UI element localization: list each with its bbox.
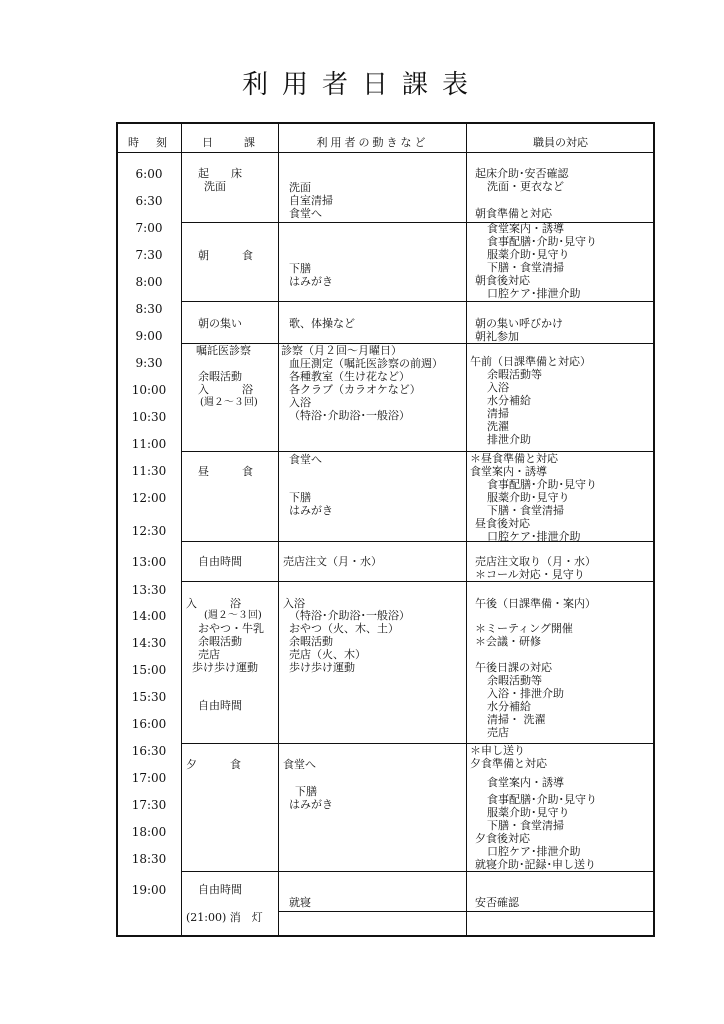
resident-item: 各クラブ（カラオケなど）: [289, 383, 421, 396]
staff-item: 洗濯: [487, 420, 509, 433]
staff-item: ＊昼食準備と対応: [470, 452, 558, 465]
header-time: 時 刻: [128, 136, 170, 149]
staff-item: 口腔ケア･排泄介助: [487, 845, 581, 858]
schedule-doctor: 嘱託医診察: [196, 344, 251, 357]
schedule-breakfast: 朝 食: [198, 249, 253, 262]
staff-item: 入浴・排泄介助: [487, 687, 564, 700]
staff-item: 清掃・ 洗濯: [487, 713, 546, 726]
staff-item: 売店注文取り（月・水）: [475, 555, 596, 568]
staff-item: 食堂案内・誘導: [487, 776, 564, 789]
time-label: 15:00: [131, 663, 167, 677]
resident-item: 歌、体操など: [289, 317, 355, 330]
row-divider: [182, 343, 654, 344]
schedule-shop: 売店: [198, 648, 220, 661]
header-staff: 職員の対応: [533, 136, 588, 149]
column-divider: [181, 123, 182, 936]
staff-item: 服薬介助･見守り: [487, 806, 570, 819]
row-divider: [182, 451, 654, 452]
schedule-lights-out: (21:00) 消 灯: [186, 911, 263, 924]
schedule-dinner: 夕 食: [186, 758, 241, 771]
schedule-snack: おやつ・牛乳: [198, 622, 264, 635]
header-schedule: 日 課: [202, 136, 258, 149]
staff-item: 午後日課の対応: [475, 661, 552, 674]
schedule-leisure: 余暇活動: [198, 635, 242, 648]
resident-item: はみがき: [289, 798, 333, 811]
staff-item: 清掃: [487, 407, 509, 420]
staff-item: 口腔ケア･排泄介助: [487, 287, 581, 300]
row-divider: [182, 222, 654, 223]
time-label: 11:30: [131, 464, 167, 478]
staff-item: 水分補給: [487, 700, 531, 713]
staff-item: 朝食後対応: [475, 274, 530, 287]
staff-item: 余暇活動等: [487, 674, 542, 687]
staff-item: 余暇活動等: [487, 368, 542, 381]
time-label: 17:30: [131, 798, 167, 812]
time-label: 7:00: [135, 221, 163, 235]
staff-item: 下膳・食堂清掃: [487, 504, 564, 517]
staff-item: 昼食後対応: [475, 517, 530, 530]
resident-item: 下膳: [289, 491, 311, 504]
schedule-free-time: 自由時間: [198, 555, 242, 568]
staff-item: 食事配膳･介助･見守り: [487, 478, 597, 491]
staff-item: 夕食準備と対応: [470, 757, 547, 770]
schedule-bath-frequency: (週２～３回): [200, 397, 258, 408]
time-label: 13:30: [131, 583, 167, 597]
staff-item: ＊申し送り: [470, 744, 525, 757]
time-label: 7:30: [135, 248, 163, 262]
staff-item: ＊コール対応・見守り: [475, 568, 585, 581]
time-label: 8:30: [135, 302, 163, 316]
resident-item: （特浴･介助浴･一般浴）: [289, 409, 410, 422]
time-label: 14:30: [131, 636, 167, 650]
resident-item: 食堂へ: [289, 207, 322, 220]
resident-item: はみがき: [289, 275, 333, 288]
row-divider: [182, 301, 654, 302]
staff-item: 起床介助･安否確認: [475, 167, 569, 180]
time-label: 9:30: [135, 356, 163, 370]
schedule-bath-frequency: (週２～３回): [204, 610, 262, 621]
schedule-free-time: 自由時間: [198, 883, 242, 896]
resident-item: はみがき: [289, 504, 333, 517]
staff-item: 午後（日課準備・案内）: [475, 597, 596, 610]
staff-item: 就寝介助･記録･申し送り: [475, 858, 596, 871]
schedule-walk: 歩け歩け運動: [192, 661, 258, 674]
row-divider: [182, 743, 654, 744]
staff-item: 水分補給: [487, 394, 531, 407]
header-resident: 利用者の動きなど: [316, 136, 429, 149]
row-divider: [182, 541, 654, 542]
time-label: 10:30: [131, 410, 167, 424]
resident-item: 下膳: [289, 262, 311, 275]
column-divider: [466, 123, 467, 936]
schedule-wake: 起 床: [198, 167, 242, 180]
staff-item: 売店: [487, 726, 509, 739]
resident-item: 診察（月２回～月曜日）: [281, 344, 402, 357]
resident-item: 下膳: [295, 785, 317, 798]
time-label: 10:00: [131, 383, 167, 397]
staff-item: ＊ミーティング開催: [475, 622, 573, 635]
resident-item: 各種教室（生け花など）: [289, 370, 410, 383]
time-label: 13:00: [131, 555, 167, 569]
resident-item: 入浴: [283, 597, 305, 610]
resident-item: 食堂へ: [289, 453, 322, 466]
resident-item: （特浴･介助浴･一般浴）: [289, 609, 410, 622]
schedule-wash: 洗面: [204, 180, 226, 193]
time-label: 14:00: [131, 609, 167, 623]
time-label: 16:00: [131, 717, 167, 731]
staff-item: 安否確認: [475, 896, 519, 909]
resident-item: 就寝: [289, 896, 311, 909]
time-label: 18:30: [131, 852, 167, 866]
resident-item: 売店注文（月・水）: [283, 555, 382, 568]
time-label: 6:00: [135, 167, 163, 181]
schedule-lunch: 昼 食: [198, 465, 253, 478]
resident-item: 食堂へ: [283, 758, 316, 771]
schedule-bath: 入 浴: [186, 597, 241, 610]
time-label: 15:30: [131, 690, 167, 704]
staff-item: 夕食後対応: [475, 832, 530, 845]
resident-item: 歩け歩け運動: [289, 661, 355, 674]
resident-item: おやつ（火、木、土）: [289, 622, 399, 635]
resident-item: 余暇活動: [289, 635, 333, 648]
time-label: 12:30: [131, 524, 167, 538]
time-label: 18:00: [131, 825, 167, 839]
schedule-free-time: 自由時間: [198, 699, 242, 712]
staff-item: 食堂案内・誘導: [487, 222, 564, 235]
time-label: 11:00: [131, 437, 167, 451]
time-label: 16:30: [131, 744, 167, 758]
time-label: 8:00: [135, 275, 163, 289]
time-label: 17:00: [131, 771, 167, 785]
resident-item: 血圧測定（嘱託医診察の前週）: [289, 357, 443, 370]
time-label: 12:00: [131, 491, 167, 505]
staff-item: 入浴: [487, 381, 509, 394]
staff-item: 服薬介助･見守り: [487, 248, 570, 261]
row-divider: [279, 911, 654, 912]
staff-item: 洗面・更衣など: [487, 180, 564, 193]
header-divider: [117, 152, 654, 153]
schedule-leisure: 余暇活動: [198, 370, 242, 383]
staff-item: 朝の集い呼びかけ: [475, 317, 563, 330]
staff-item: 朝礼参加: [475, 330, 519, 343]
column-divider: [278, 123, 279, 936]
staff-item: 下膳・食堂清掃: [487, 819, 564, 832]
page-title: 利用者日課表: [241, 70, 482, 100]
staff-item: 食事配膳･介助･見守り: [487, 235, 597, 248]
time-label: 9:00: [135, 329, 163, 343]
staff-item: 排泄介助: [487, 433, 531, 446]
time-label: 19:00: [131, 883, 167, 897]
staff-item: ＊会議・研修: [475, 635, 541, 648]
staff-item: 朝食準備と対応: [475, 207, 552, 220]
schedule-bath: 入 浴: [198, 383, 253, 396]
staff-item: 口腔ケア･排泄介助: [487, 530, 581, 543]
staff-item: 服薬介助･見守り: [487, 491, 570, 504]
resident-item: 洗面: [289, 181, 311, 194]
schedule-morning-meeting: 朝の集い: [198, 317, 242, 330]
staff-item: 食事配膳･介助･見守り: [487, 793, 597, 806]
resident-item: 自室清掃: [289, 194, 333, 207]
staff-item: 午前（日課準備と対応）: [470, 355, 591, 368]
staff-item: 食堂案内・誘導: [470, 465, 547, 478]
resident-item: 売店（火、木）: [289, 648, 366, 661]
staff-item: 下膳・食堂清掃: [487, 261, 564, 274]
resident-item: 入浴: [289, 396, 311, 409]
time-label: 6:30: [135, 194, 163, 208]
